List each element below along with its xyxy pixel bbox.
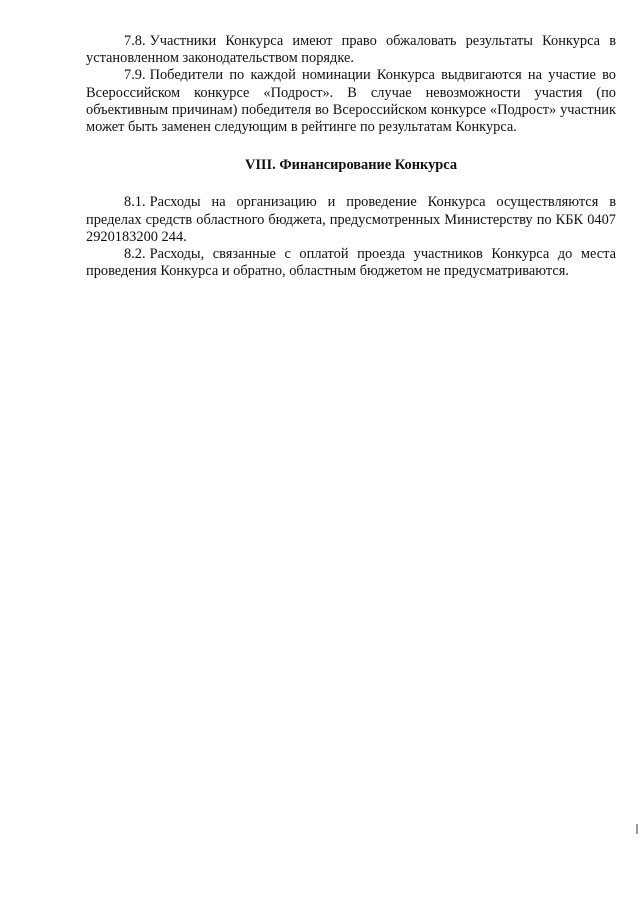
paragraph-number: 8.1. xyxy=(124,194,146,211)
paragraph-number: 8.2. xyxy=(124,246,146,263)
paragraph-8-1 xyxy=(86,194,616,246)
paragraph-text: Расходы, связанные с оплатой проезда участников Конкурса до места проведения Конкурса и обратно, областным бюджетом не предусматриваются. xyxy=(86,246,616,280)
paragraph-text: Участники Конкурса имеют право обжаловать результаты Конкурса в установленном законодательством порядке. xyxy=(86,33,616,67)
paragraph-8-2 xyxy=(86,246,616,280)
paragraph-text: Расходы на организацию и проведение Конкурса осуществляются в пределах средств областного бюджета, предусмотренных Министерству по КБК 0407 2920183200 244. xyxy=(86,194,616,245)
paragraph-text: Победители по каждой номинации Конкурса выдвигаются на участие во Всероссийском конкурсе «Подрост». В случае невозможности участия (по объективным причинам) победителя во Всероссийском конкурсе «Подрост» участник может быть заменен следующим в рейтинге по результатам Конкурса. xyxy=(86,67,616,136)
paragraph-7-8 xyxy=(86,33,616,67)
paragraph-7-9 xyxy=(86,67,616,136)
section-heading: VIII. Финансирование Конкурса xyxy=(244,157,458,174)
paragraph-number: 7.9. xyxy=(124,67,146,84)
scan-artifact xyxy=(636,824,638,834)
document-body xyxy=(86,33,616,280)
paragraph-number: 7.8. xyxy=(124,33,146,49)
